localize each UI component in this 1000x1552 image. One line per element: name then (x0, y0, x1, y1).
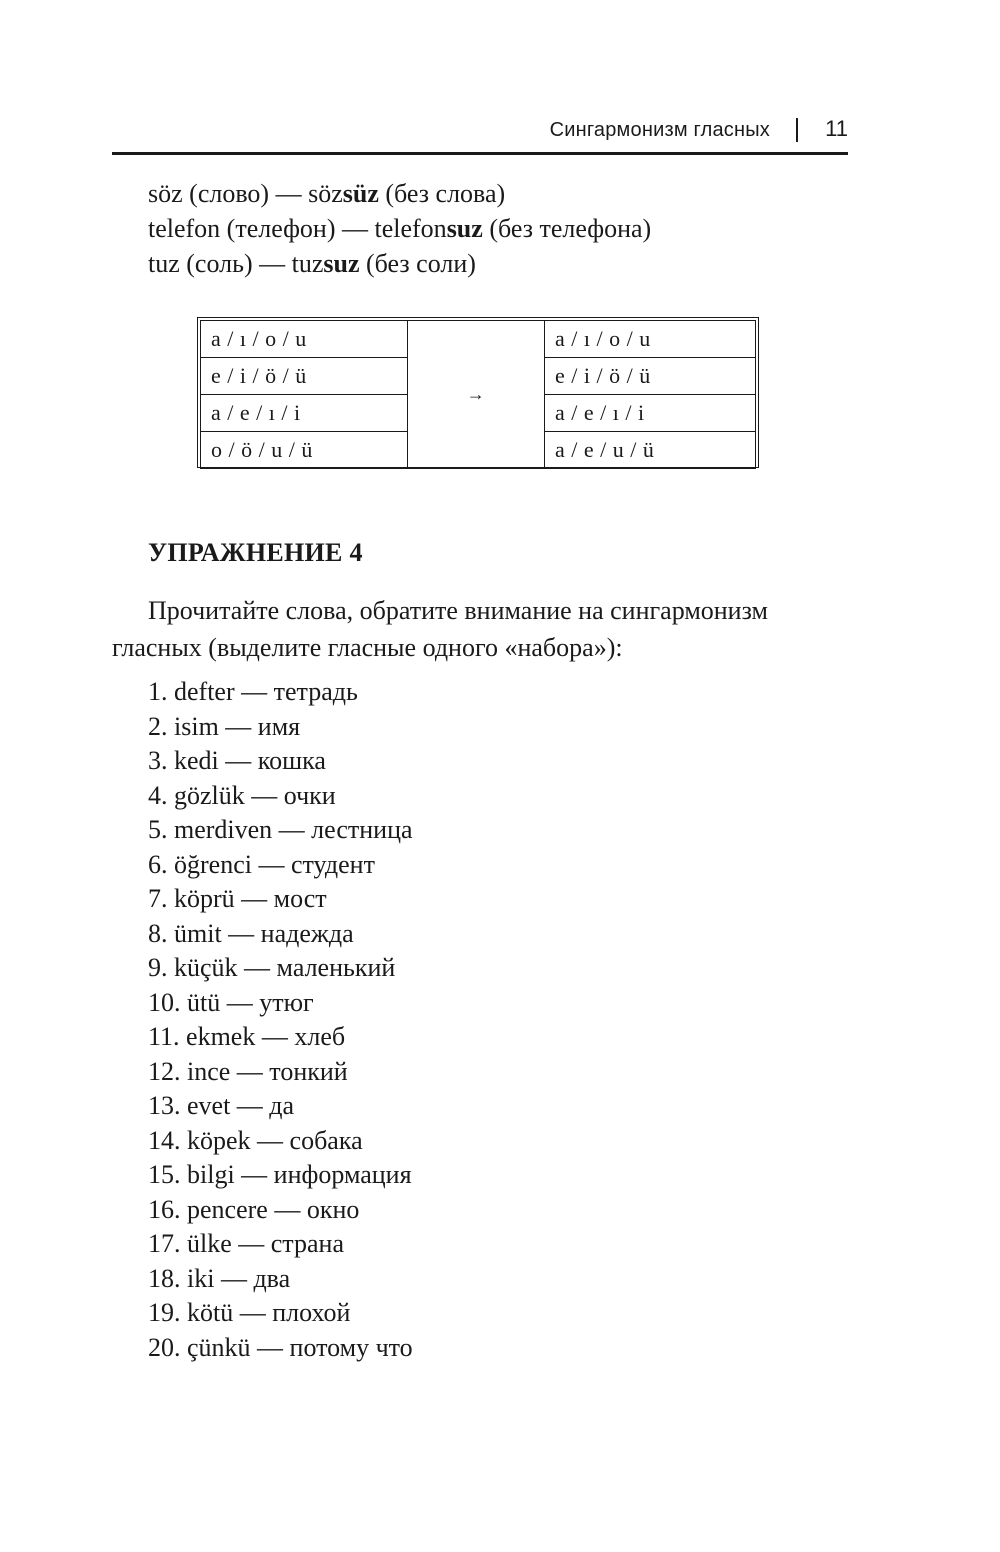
list-item: 10. ütü — утюг (148, 987, 314, 1017)
list-item: 12. ince — тонкий (148, 1056, 348, 1086)
example-line: telefon (телефон) — telefonsuz (без телефона) (148, 214, 652, 243)
list-item: 6. öğrenci — студент (148, 849, 375, 879)
list-item: 17. ülke — страна (148, 1229, 344, 1258)
table-cell-left: o / ö / u / ü (201, 432, 408, 469)
vowel-harmony-table (197, 317, 759, 468)
table-cell-left: a / ı / o / u (201, 321, 408, 358)
list-item: 1. defter — тетрадь (148, 677, 358, 706)
exercise-title: УПРАЖНЕНИЕ 4 (148, 538, 363, 567)
section-title: Сингармонизм гласных (549, 119, 770, 141)
list-item: 5. merdiven — лестница (148, 815, 413, 844)
examples-block (148, 176, 651, 281)
table-cell-right: e / i / ö / ü (545, 358, 756, 395)
list-item: 8. ümit — надежда (148, 918, 354, 948)
list-item: 7. köprü — мост (148, 884, 327, 913)
list-item: 11. ekmek — хлеб (148, 1022, 346, 1051)
example-line: söz (слово) — sözsüz (без слова) (148, 179, 506, 208)
table-cell-right: a / ı / o / u (545, 321, 756, 358)
list-item: 19. kötü — плохой (148, 1298, 351, 1327)
list-item: 2. isim — имя (148, 711, 301, 741)
list-item: 9. küçük — маленький (148, 953, 396, 982)
table-row (201, 321, 756, 358)
list-item: 18. iki — два (148, 1263, 291, 1293)
list-item: 15. bilgi — информация (148, 1160, 412, 1189)
example-line: tuz (соль) — tuzsuz (без соли) (148, 249, 476, 278)
header-separator (796, 118, 798, 142)
table-cell-left: e / i / ö / ü (201, 358, 408, 395)
list-item: 16. pencere — окно (148, 1194, 360, 1224)
list-item: 13. evet — да (148, 1091, 295, 1120)
word-list (148, 675, 413, 1365)
arrow-icon: → (466, 384, 486, 404)
exercise-instruction: Прочитайте слова, обратите внимание на сингармонизм гласных (выделите гласные одного «набора»): (112, 596, 768, 662)
page-number: 11 (825, 116, 848, 141)
list-item: 14. köpek — собака (148, 1125, 363, 1155)
running-header (112, 112, 848, 155)
arrow-cell (408, 321, 545, 469)
list-item: 20. çünkü — потому что (148, 1332, 413, 1362)
table-cell-right: a / e / u / ü (545, 432, 756, 469)
table-cell-left: a / e / ı / i (201, 395, 408, 432)
list-item: 3. kedi — кошка (148, 746, 326, 775)
table-cell-right: a / e / ı / i (545, 395, 756, 432)
list-item: 4. gözlük — очки (148, 780, 336, 810)
